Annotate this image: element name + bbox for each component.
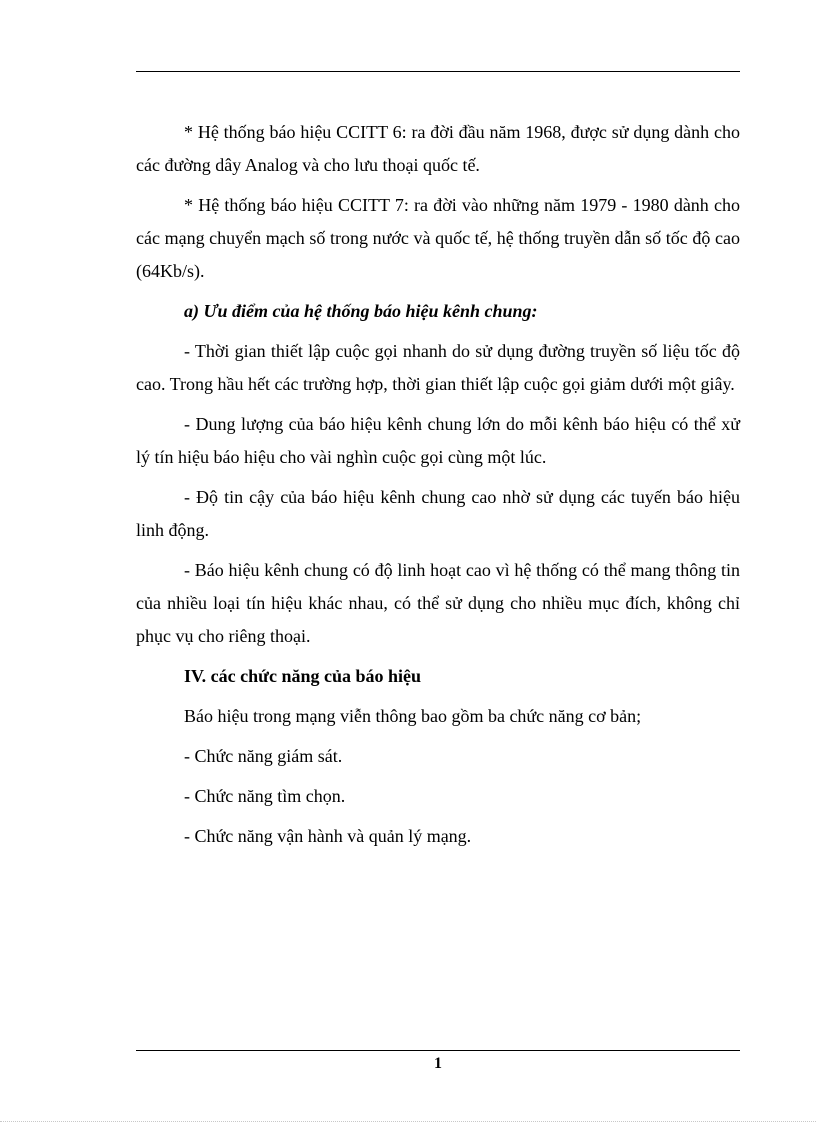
paragraph-ccitt6: * Hệ thống báo hiệu CCITT 6: ra đời đầu năm 1968, được sử dụng dành cho các đường dây Analog và cho lưu thoại quốc tế. <box>136 122 740 175</box>
advantages-heading: a) Ưu điểm của hệ thống báo hiệu kênh chung: <box>184 301 538 321</box>
section-heading: IV. các chức năng của báo hiệu <box>184 666 421 686</box>
advantage-flexibility: - Báo hiệu kênh chung có độ linh hoạt cao vì hệ thống có thể mang thông tin của nhiều loại tín hiệu khác nhau, có thể sử dụng cho nhiều mục đích, không chỉ phục vụ cho riêng thoại. <box>136 560 740 646</box>
paragraph-ccitt7: * Hệ thống báo hiệu CCITT 7: ra đời vào những năm 1979 - 1980 dành cho các mạng chuyển mạch số trong nước và quốc tế, hệ thống truyền dẫn số tốc độ cao (64Kb/s). <box>136 195 740 281</box>
advantage-call-setup: - Thời gian thiết lập cuộc gọi nhanh do sử dụng đường truyền số liệu tốc độ cao. Trong hầu hết các trường hợp, thời gian thiết lập cuộc gọi giảm dưới một giây. <box>136 341 740 394</box>
advantage-capacity: - Dung lượng của báo hiệu kênh chung lớn do mỗi kênh báo hiệu có thể xử lý tín hiệu báo hiệu cho vài nghìn cuộc gọi cùng một lúc. <box>136 414 740 467</box>
footer-rule <box>136 1050 740 1051</box>
function-operation: - Chức năng vận hành và quản lý mạng. <box>184 826 472 846</box>
page-number: 1 <box>434 1055 442 1072</box>
page-edge-dots <box>0 1121 816 1122</box>
advantage-reliability: - Độ tin cậy của báo hiệu kênh chung cao nhờ sử dụng các tuyến báo hiệu linh động. <box>136 487 740 540</box>
function-supervision: - Chức năng giám sát. <box>184 746 343 766</box>
function-selection: - Chức năng tìm chọn. <box>184 786 346 806</box>
header-rule <box>136 71 740 72</box>
functions-intro: Báo hiệu trong mạng viễn thông bao gồm ba chức năng cơ bản; <box>184 706 642 726</box>
page-body <box>136 116 740 853</box>
